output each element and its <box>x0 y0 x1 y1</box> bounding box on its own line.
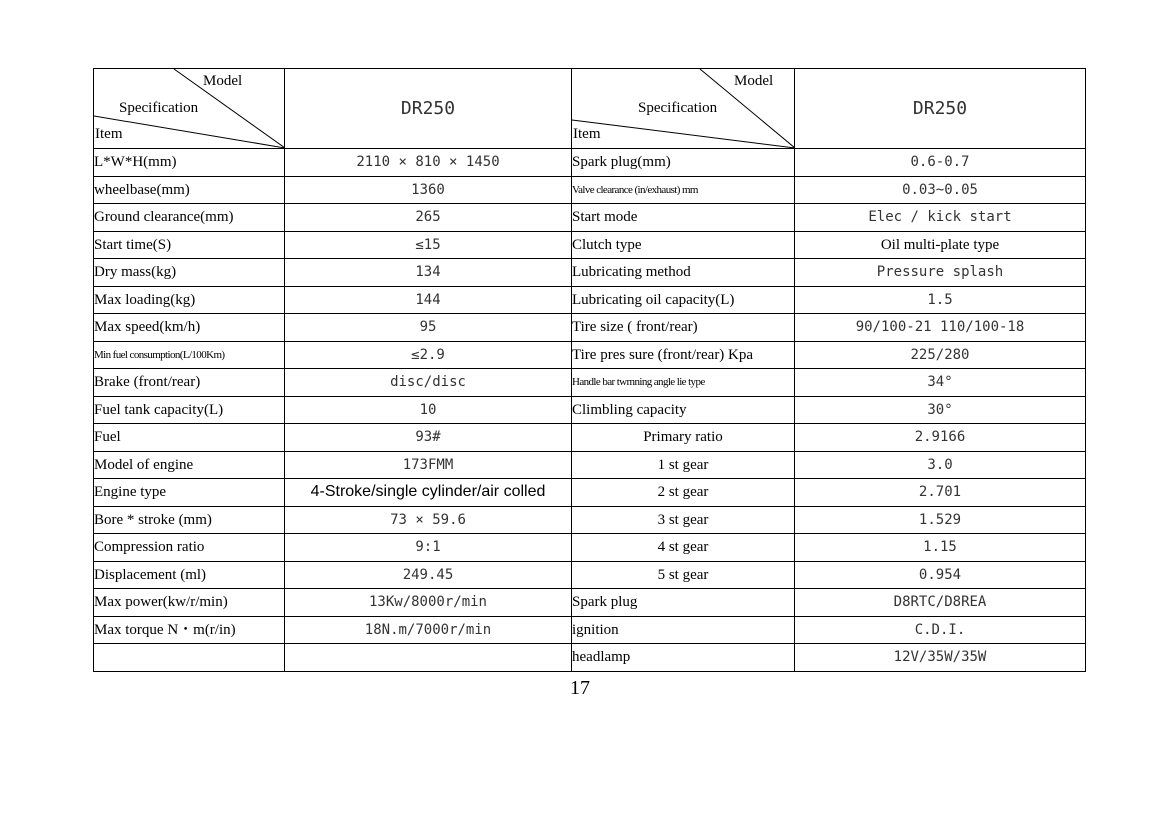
diagonal-header-cell <box>572 69 795 149</box>
spec-value: Pressure splash <box>795 259 1086 287</box>
spec-value: Oil multi-plate type <box>795 231 1086 259</box>
spec-item <box>94 644 285 672</box>
table-row <box>94 451 572 479</box>
spec-value: 1.15 <box>795 534 1086 562</box>
table-row <box>94 506 572 534</box>
header-specification-label: Specification <box>638 100 718 116</box>
spec-item: Max power(kw/r/min) <box>94 589 285 617</box>
table-header-row <box>94 69 572 149</box>
spec-value: 173FMM <box>285 451 572 479</box>
spec-item: 1 st gear <box>572 451 795 479</box>
spec-value: 34° <box>795 369 1086 397</box>
table-row <box>572 204 1086 232</box>
spec-value: 265 <box>285 204 572 232</box>
table-row <box>572 479 1086 507</box>
spec-item: Displacement (ml) <box>94 561 285 589</box>
spec-value: 2110 × 810 × 1450 <box>285 149 572 177</box>
spec-value: 12V/35W/35W <box>795 644 1086 672</box>
spec-item: Valve clearance (in/exhaust) mm <box>572 176 795 204</box>
table-row <box>572 314 1086 342</box>
spec-item: Start mode <box>572 204 795 232</box>
table-row <box>94 314 572 342</box>
spec-item: Min fuel consumption(L/100Km) <box>94 341 285 369</box>
spec-item: 4 st gear <box>572 534 795 562</box>
spec-value: 4-Stroke/single cylinder/air colled <box>285 479 572 507</box>
header-item-label: Item <box>95 126 123 142</box>
table-row <box>94 204 572 232</box>
spec-value: 1360 <box>285 176 572 204</box>
spec-value <box>285 644 572 672</box>
spec-item: Spark plug(mm) <box>572 149 795 177</box>
table-row <box>572 176 1086 204</box>
spec-item: Engine type <box>94 479 285 507</box>
spec-value: 0.03~0.05 <box>795 176 1086 204</box>
table-row <box>94 176 572 204</box>
spec-item: Fuel tank capacity(L) <box>94 396 285 424</box>
table-row <box>94 424 572 452</box>
table-row <box>572 534 1086 562</box>
spec-item: Fuel <box>94 424 285 452</box>
spec-value: 95 <box>285 314 572 342</box>
spec-value: 2.701 <box>795 479 1086 507</box>
diagonal-header-cell <box>94 69 285 149</box>
spec-item: Max speed(km/h) <box>94 314 285 342</box>
table-row <box>572 424 1086 452</box>
spec-item: Max torque N・m(r/in) <box>94 616 285 644</box>
spec-item: Start time(S) <box>94 231 285 259</box>
header-model-label: Model <box>203 73 243 89</box>
spec-value: 0.954 <box>795 561 1086 589</box>
spec-item: Max loading(kg) <box>94 286 285 314</box>
spec-item: 5 st gear <box>572 561 795 589</box>
spec-item: Lubricating oil capacity(L) <box>572 286 795 314</box>
spec-item: L*W*H(mm) <box>94 149 285 177</box>
table-row <box>94 616 572 644</box>
spec-item: Primary ratio <box>572 424 795 452</box>
spec-item: Climbling capacity <box>572 396 795 424</box>
spec-value: 0.6-0.7 <box>795 149 1086 177</box>
table-row <box>572 341 1086 369</box>
table-row <box>94 149 572 177</box>
spec-value: Elec / kick start <box>795 204 1086 232</box>
spec-item: Bore * stroke (mm) <box>94 506 285 534</box>
spec-value: 3.0 <box>795 451 1086 479</box>
page-number: 17 <box>570 677 590 699</box>
spec-item: Tire size ( front/rear) <box>572 314 795 342</box>
header-model-label: Model <box>734 73 774 89</box>
table-row <box>572 369 1086 397</box>
spec-item: 2 st gear <box>572 479 795 507</box>
table-row <box>94 589 572 617</box>
spec-item: Handle bar twmning angle lie type <box>572 369 795 397</box>
table-row <box>572 589 1086 617</box>
table-row <box>572 644 1086 672</box>
table-row <box>572 396 1086 424</box>
spec-item: Spark plug <box>572 589 795 617</box>
table-row <box>94 341 572 369</box>
table-row <box>572 259 1086 287</box>
spec-value: ≤2.9 <box>285 341 572 369</box>
spec-value: 1.529 <box>795 506 1086 534</box>
table-row <box>572 561 1086 589</box>
spec-item: Model of engine <box>94 451 285 479</box>
spec-item: Ground clearance(mm) <box>94 204 285 232</box>
spec-value: 13Kw/8000r/min <box>285 589 572 617</box>
spec-item: Brake (front/rear) <box>94 369 285 397</box>
spec-table-right <box>571 68 1086 672</box>
table-row <box>94 561 572 589</box>
table-row <box>94 396 572 424</box>
spec-item: headlamp <box>572 644 795 672</box>
spec-item: wheelbase(mm) <box>94 176 285 204</box>
spec-value: 10 <box>285 396 572 424</box>
spec-value: 9:1 <box>285 534 572 562</box>
spec-value: 73 × 59.6 <box>285 506 572 534</box>
table-row <box>94 479 572 507</box>
table-row <box>94 259 572 287</box>
table-row <box>572 149 1086 177</box>
table-row <box>94 369 572 397</box>
table-header-row <box>572 69 1086 149</box>
table-row <box>572 286 1086 314</box>
spec-item: Dry mass(kg) <box>94 259 285 287</box>
spec-value: 225/280 <box>795 341 1086 369</box>
spec-value: 18N.m/7000r/min <box>285 616 572 644</box>
table-row <box>572 506 1086 534</box>
header-item-label: Item <box>573 126 601 142</box>
table-row <box>94 286 572 314</box>
table-row <box>94 534 572 562</box>
table-row <box>94 231 572 259</box>
table-row <box>572 231 1086 259</box>
table-row <box>572 616 1086 644</box>
spec-item: ignition <box>572 616 795 644</box>
table-row <box>94 644 572 672</box>
spec-value: disc/disc <box>285 369 572 397</box>
spec-value: ≤15 <box>285 231 572 259</box>
spec-value: 249.45 <box>285 561 572 589</box>
header-specification-label: Specification <box>119 100 199 116</box>
spec-value: 30° <box>795 396 1086 424</box>
spec-value: 93# <box>285 424 572 452</box>
spec-value: 144 <box>285 286 572 314</box>
spec-value: 90/100-21 110/100-18 <box>795 314 1086 342</box>
spec-value: 1.5 <box>795 286 1086 314</box>
table-row <box>572 451 1086 479</box>
header-model-value: DR250 <box>795 69 1086 149</box>
spec-item: Compression ratio <box>94 534 285 562</box>
spec-item: Lubricating method <box>572 259 795 287</box>
spec-item: Clutch type <box>572 231 795 259</box>
spec-table-left <box>93 68 572 672</box>
header-model-value: DR250 <box>285 69 572 149</box>
spec-value: 2.9166 <box>795 424 1086 452</box>
spec-value: C.D.I. <box>795 616 1086 644</box>
spec-item: Tire pres sure (front/rear) Kpa <box>572 341 795 369</box>
spec-value: 134 <box>285 259 572 287</box>
spec-value: D8RTC/D8REA <box>795 589 1086 617</box>
spec-item: 3 st gear <box>572 506 795 534</box>
